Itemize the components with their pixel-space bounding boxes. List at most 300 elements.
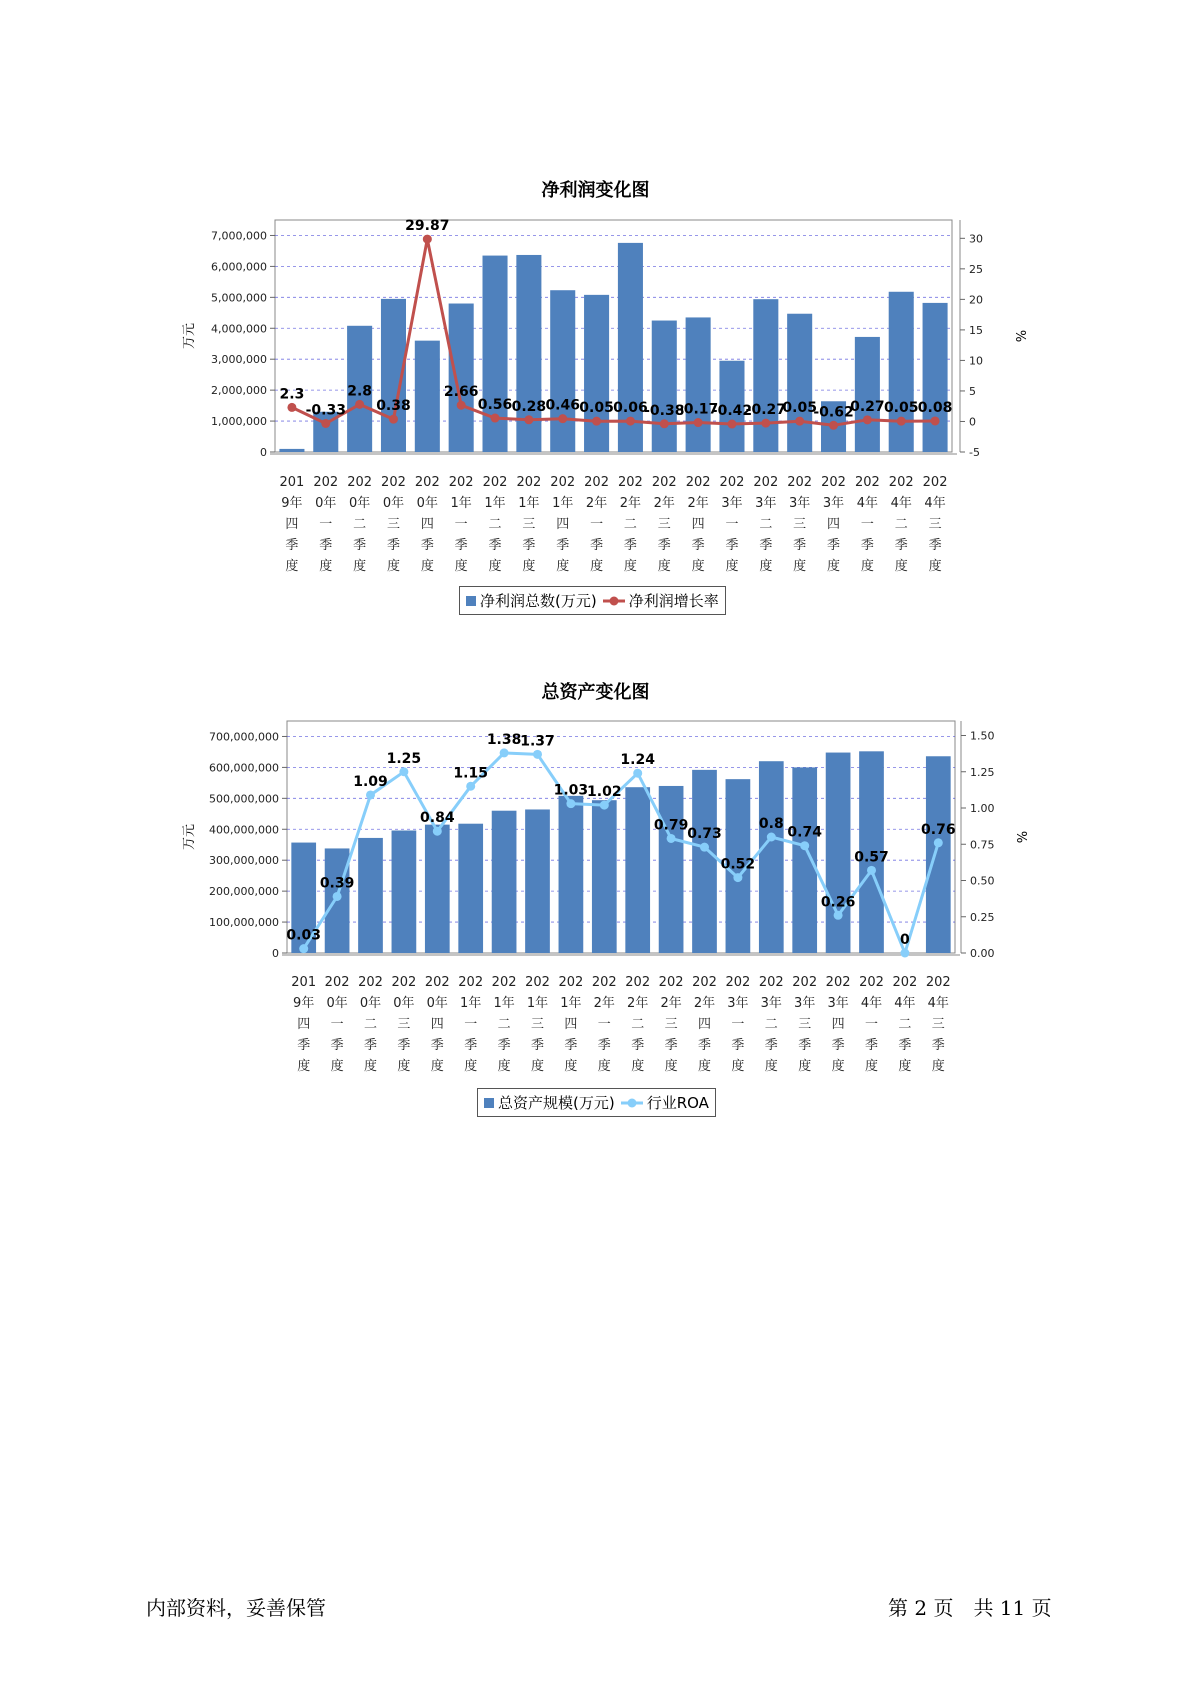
x-tick-label: 度 xyxy=(928,559,942,574)
x-tick-label: 一 xyxy=(860,517,874,532)
x-tick-label: 9年 xyxy=(281,496,303,511)
legend-item-bar xyxy=(484,1092,615,1113)
line-point xyxy=(867,866,876,875)
x-tick-label: 0年 xyxy=(315,496,337,511)
x-tick-label: 三 xyxy=(657,517,671,532)
data-label: 1.38 xyxy=(486,731,522,748)
legend-swatch-line xyxy=(621,1097,643,1109)
x-tick-label: 202 xyxy=(458,975,484,990)
data-label: -0.62 xyxy=(813,404,854,421)
x-tick-label: 度 xyxy=(798,1059,812,1074)
y-tick-label-left: 200,000,000 xyxy=(209,885,279,899)
data-label: -0.17 xyxy=(677,401,719,418)
x-tick-label: 四 xyxy=(827,517,841,532)
y-tick-label-right: 0 xyxy=(969,415,976,429)
x-tick-label: 季 xyxy=(386,538,400,553)
x-tick-label: 季 xyxy=(488,538,502,553)
x-tick-label: 202 xyxy=(854,475,880,490)
x-tick-label: 1年 xyxy=(460,996,482,1011)
y-tick-label-left: 0 xyxy=(260,446,267,459)
data-label: 0.76 xyxy=(921,821,956,838)
data-label: 1.03 xyxy=(553,782,589,799)
x-tick-label: 度 xyxy=(657,559,671,574)
data-label: 0.52 xyxy=(720,856,756,873)
x-tick-label: 202 xyxy=(719,475,745,490)
x-tick-label: 2年 xyxy=(660,996,682,1011)
x-tick-label: 202 xyxy=(347,475,373,490)
y-tick-label-right: 10 xyxy=(969,354,983,368)
x-tick-label: 四 xyxy=(430,1017,444,1032)
y-tick-label-left: 7,000,000 xyxy=(211,229,267,243)
line-point xyxy=(299,944,308,953)
y-tick-label-left: 6,000,000 xyxy=(211,260,267,274)
x-tick-label: 度 xyxy=(386,559,400,574)
y-tick-label-right: 20 xyxy=(969,293,983,307)
x-tick-label: 四 xyxy=(697,1017,712,1032)
line-point xyxy=(566,799,575,808)
x-tick-label: 季 xyxy=(319,538,333,553)
x-tick-label: 三 xyxy=(664,1017,678,1032)
x-tick-label: 201 xyxy=(291,975,317,990)
bar xyxy=(458,824,483,953)
data-label: 0.05 xyxy=(782,400,817,417)
x-tick-label: 季 xyxy=(530,1038,545,1053)
x-tick-label: 1年 xyxy=(518,496,540,511)
data-label: 0.79 xyxy=(653,817,689,834)
line-point xyxy=(800,841,809,850)
x-tick-label: 202 xyxy=(324,975,350,990)
x-tick-label: 三 xyxy=(928,517,942,532)
x-tick-label: 度 xyxy=(731,1059,745,1074)
x-tick-label: 202 xyxy=(618,475,643,490)
x-tick-label: 3年 xyxy=(827,996,849,1011)
data-label: 1.24 xyxy=(620,752,655,769)
x-tick-label: 季 xyxy=(285,538,299,553)
x-tick-label: 季 xyxy=(430,1038,444,1053)
line-point xyxy=(834,911,843,920)
x-tick-label: 三 xyxy=(798,1017,812,1032)
x-tick-label: 4年 xyxy=(860,996,883,1011)
x-tick-label: 202 xyxy=(591,975,617,990)
x-tick-label: 季 xyxy=(759,538,773,553)
x-tick-label: 2年 xyxy=(593,996,615,1011)
x-tick-label: 202 xyxy=(516,475,542,490)
x-tick-label: 二 xyxy=(631,1017,645,1032)
x-tick-label: 2年 xyxy=(693,996,716,1011)
x-tick-label: 度 xyxy=(363,1059,378,1074)
data-label: 0.05 xyxy=(579,400,614,417)
x-tick-label: 3年 xyxy=(755,496,777,511)
y-tick-label-left: 5,000,000 xyxy=(211,291,267,305)
data-label: 0.08 xyxy=(917,399,953,416)
x-tick-label: 度 xyxy=(330,1059,344,1074)
chart-title: 净利润变化图 xyxy=(541,180,650,201)
x-tick-label: 0年 xyxy=(348,496,371,511)
x-tick-label: 度 xyxy=(864,1059,879,1074)
y-tick-label-left: 1,000,000 xyxy=(211,415,267,429)
x-tick-label: 一 xyxy=(590,517,604,532)
legend-label-bar: 净利润总数(万元) xyxy=(480,592,597,610)
x-tick-label: 0年 xyxy=(393,996,415,1011)
bar xyxy=(525,809,550,953)
x-tick-label: 度 xyxy=(894,559,908,574)
legend-label-line: 净利润增长率 xyxy=(628,592,719,610)
y-tick-label-right: -5 xyxy=(969,446,980,459)
line-point xyxy=(900,949,909,958)
x-tick-label: 季 xyxy=(664,1038,678,1053)
bar xyxy=(792,767,817,953)
bar xyxy=(625,787,650,953)
y-tick-label-right: 1.50 xyxy=(970,729,995,743)
legend-item-line xyxy=(621,1092,709,1113)
x-tick-label: 1年 xyxy=(526,996,549,1011)
data-label: 2.8 xyxy=(347,383,373,400)
x-tick-label: 度 xyxy=(464,1059,478,1074)
y-tick-label-left: 2,000,000 xyxy=(211,384,267,398)
x-tick-label: 3年 xyxy=(760,996,782,1011)
x-tick-label: 季 xyxy=(590,538,604,553)
x-tick-label: 度 xyxy=(430,1059,444,1074)
x-tick-label: 202 xyxy=(491,975,517,990)
data-label: -0.33 xyxy=(305,402,346,419)
x-tick-label: 四 xyxy=(420,517,434,532)
x-tick-label: 0年 xyxy=(382,496,405,511)
x-tick-label: 度 xyxy=(898,1059,912,1074)
x-tick-label: 202 xyxy=(558,975,584,990)
x-tick-label: 202 xyxy=(625,975,651,990)
x-tick-label: 三 xyxy=(931,1017,945,1032)
line-point xyxy=(700,843,709,852)
data-label: 1.37 xyxy=(520,733,555,750)
y-tick-label-right: 0.50 xyxy=(970,874,995,888)
line-point xyxy=(433,827,442,836)
x-tick-label: 度 xyxy=(664,1059,678,1074)
x-tick-label: 季 xyxy=(864,1038,879,1053)
y-tick-label-right: 1.00 xyxy=(970,802,995,815)
x-tick-label: 度 xyxy=(522,559,536,574)
x-tick-label: 季 xyxy=(831,1038,845,1053)
bar xyxy=(659,786,684,953)
line-point xyxy=(733,873,742,882)
x-tick-label: 季 xyxy=(564,1038,578,1053)
x-tick-label: 季 xyxy=(597,1038,611,1053)
x-tick-label: 二 xyxy=(363,1017,378,1032)
bar xyxy=(425,825,450,953)
x-tick-label: 2年 xyxy=(619,496,642,511)
x-tick-label: 一 xyxy=(319,517,333,532)
x-tick-label: 202 xyxy=(859,975,884,990)
x-tick-label: 季 xyxy=(827,538,841,553)
x-tick-label: 202 xyxy=(381,475,406,490)
bar xyxy=(559,796,584,953)
x-tick-label: 季 xyxy=(894,538,908,553)
y-tick-label-left: 300,000,000 xyxy=(209,854,279,868)
x-tick-label: 4年 xyxy=(890,496,912,511)
x-tick-label: 202 xyxy=(925,975,951,990)
y-axis-title-right: % xyxy=(1013,830,1028,844)
x-tick-label: 一 xyxy=(330,1017,344,1032)
x-tick-label: 2年 xyxy=(585,496,608,511)
x-tick-label: 季 xyxy=(898,1038,912,1053)
x-tick-label: 季 xyxy=(353,538,367,553)
x-tick-label: 季 xyxy=(725,538,739,553)
footer-right: 第 2 页 共 11 页 xyxy=(888,1596,1052,1620)
data-label: 0 xyxy=(900,932,910,948)
x-tick-label: 3年 xyxy=(727,996,749,1011)
x-tick-label: 季 xyxy=(330,1038,344,1053)
x-tick-label: 202 xyxy=(391,975,417,990)
bar xyxy=(926,756,951,953)
x-tick-label: 季 xyxy=(297,1038,311,1053)
x-tick-label: 四 xyxy=(285,517,299,532)
x-tick-label: 2年 xyxy=(627,996,649,1011)
x-tick-label: 二 xyxy=(353,517,367,532)
legend-label-line: 行业ROA xyxy=(646,1094,709,1112)
x-tick-label: 季 xyxy=(397,1038,411,1053)
x-tick-label: 202 xyxy=(922,475,948,490)
x-tick-label: 四 xyxy=(297,1017,311,1032)
x-tick-label: 季 xyxy=(464,1038,478,1053)
x-tick-label: 季 xyxy=(657,538,671,553)
y-tick-label-right: 0.75 xyxy=(970,838,995,852)
data-label: 0.03 xyxy=(286,927,321,944)
x-tick-label: 202 xyxy=(414,475,440,490)
x-tick-label: 度 xyxy=(623,559,637,574)
data-label: 0.56 xyxy=(477,397,513,414)
x-tick-label: 1年 xyxy=(493,996,515,1011)
y-axis-title-right: % xyxy=(1012,329,1027,343)
data-label: 0.26 xyxy=(820,894,856,911)
x-tick-label: 202 xyxy=(424,975,450,990)
x-tick-label: 1年 xyxy=(484,496,506,511)
bar xyxy=(759,761,784,953)
data-label: 0.28 xyxy=(511,398,547,415)
y-tick-label-right: 1.25 xyxy=(970,765,995,779)
data-label: 0.84 xyxy=(420,810,455,827)
x-tick-label: 度 xyxy=(631,1059,645,1074)
bar xyxy=(826,753,851,953)
x-tick-label: 202 xyxy=(758,975,784,990)
x-tick-label: 1年 xyxy=(450,496,472,511)
x-tick-label: 季 xyxy=(731,1038,745,1053)
data-label: 2.66 xyxy=(443,384,479,401)
y-tick-label-right: 0.00 xyxy=(970,947,995,960)
x-tick-label: 度 xyxy=(691,559,705,574)
chart-title: 总资产变化图 xyxy=(541,682,650,703)
x-tick-label: 202 xyxy=(550,475,576,490)
x-tick-label: 季 xyxy=(631,1038,645,1053)
line-point xyxy=(466,782,475,791)
bar xyxy=(392,831,417,953)
x-tick-label: 度 xyxy=(931,1059,945,1074)
y-tick-label-right: 15 xyxy=(969,323,983,337)
line-point xyxy=(633,769,642,778)
x-tick-label: 三 xyxy=(530,1017,545,1032)
x-tick-label: 季 xyxy=(522,538,536,553)
x-tick-label: 季 xyxy=(623,538,637,553)
x-tick-label: 季 xyxy=(931,1038,945,1053)
x-tick-label: 202 xyxy=(725,975,751,990)
x-tick-label: 3年 xyxy=(822,496,845,511)
x-tick-label: 度 xyxy=(860,559,874,574)
x-tick-label: 202 xyxy=(658,975,684,990)
x-tick-label: 度 xyxy=(353,559,367,574)
data-label: 0.38 xyxy=(376,398,411,415)
x-tick-label: 3年 xyxy=(794,996,816,1011)
bar xyxy=(592,800,617,953)
x-tick-label: 202 xyxy=(821,475,846,490)
footer-left: 内部资料，妥善保管 xyxy=(146,1596,326,1620)
x-tick-label: 1年 xyxy=(560,996,582,1011)
x-tick-label: 四 xyxy=(831,1017,845,1032)
x-tick-label: 0年 xyxy=(426,996,448,1011)
line-point xyxy=(366,790,375,799)
x-tick-label: 四 xyxy=(564,1017,578,1032)
x-tick-label: 0年 xyxy=(359,996,382,1011)
x-tick-label: 季 xyxy=(420,538,434,553)
data-label: 0.73 xyxy=(687,826,722,843)
x-tick-label: 度 xyxy=(556,559,570,574)
x-tick-label: 度 xyxy=(454,559,468,574)
chart-legend xyxy=(477,1088,716,1117)
bar xyxy=(692,770,717,953)
x-tick-label: 季 xyxy=(497,1038,511,1053)
legend-label-bar: 总资产规模(万元) xyxy=(498,1094,615,1112)
x-tick-label: 度 xyxy=(497,1059,511,1074)
data-label: 0.8 xyxy=(758,816,784,832)
x-tick-label: 季 xyxy=(798,1038,812,1053)
x-tick-label: 202 xyxy=(525,975,550,990)
x-tick-label: 季 xyxy=(928,538,942,553)
data-label: -0.27 xyxy=(745,402,787,419)
y-axis-title-left: 万元 xyxy=(182,823,197,851)
x-tick-label: 一 xyxy=(731,1017,745,1032)
x-tick-label: 202 xyxy=(358,975,383,990)
x-tick-label: 一 xyxy=(454,517,468,532)
y-tick-label-left: 100,000,000 xyxy=(209,916,279,930)
y-tick-label-right: 5 xyxy=(969,384,976,398)
x-tick-label: 一 xyxy=(864,1017,879,1032)
line-point xyxy=(333,892,342,901)
legend-swatch-bar xyxy=(484,1098,494,1108)
x-tick-label: 度 xyxy=(827,559,841,574)
data-label: 0.74 xyxy=(787,824,822,841)
data-label: 1.25 xyxy=(386,750,422,767)
x-tick-label: 202 xyxy=(692,975,717,990)
x-tick-label: 4年 xyxy=(894,996,916,1011)
x-tick-label: 度 xyxy=(530,1059,545,1074)
x-tick-label: 3年 xyxy=(789,496,811,511)
data-label: 29.87 xyxy=(405,218,450,235)
x-tick-label: 度 xyxy=(597,1059,611,1074)
x-tick-label: 度 xyxy=(764,1059,778,1074)
x-tick-label: 二 xyxy=(898,1017,912,1032)
x-tick-label: 度 xyxy=(793,559,807,574)
x-tick-label: 4年 xyxy=(924,496,946,511)
y-tick-label-left: 4,000,000 xyxy=(211,322,267,336)
x-tick-label: 202 xyxy=(584,475,609,490)
line-point xyxy=(533,750,542,759)
x-tick-label: 二 xyxy=(764,1017,778,1032)
bar xyxy=(358,838,383,953)
x-tick-label: 季 xyxy=(697,1038,712,1053)
x-tick-label: 4年 xyxy=(927,996,949,1011)
line-point xyxy=(667,834,676,843)
x-tick-label: 度 xyxy=(759,559,773,574)
y-tick-label-left: 400,000,000 xyxy=(209,823,279,837)
data-label: 0.39 xyxy=(319,875,355,892)
x-tick-label: 一 xyxy=(464,1017,478,1032)
x-tick-label: 三 xyxy=(386,517,400,532)
x-tick-label: 一 xyxy=(725,517,739,532)
bar xyxy=(492,811,517,953)
x-tick-label: 四 xyxy=(556,517,570,532)
x-tick-label: 度 xyxy=(297,1059,311,1074)
data-label: 1.09 xyxy=(353,773,388,790)
x-tick-label: 202 xyxy=(792,975,818,990)
x-tick-label: 度 xyxy=(725,559,739,574)
y-axis-title-left: 万元 xyxy=(182,322,197,350)
x-tick-label: 季 xyxy=(793,538,807,553)
y-tick-label-left: 0 xyxy=(272,947,279,960)
data-label: -0.42 xyxy=(711,403,753,420)
x-tick-label: 度 xyxy=(420,559,434,574)
data-label: 1.02 xyxy=(587,784,622,801)
x-tick-label: 202 xyxy=(448,475,474,490)
x-tick-label: 一 xyxy=(597,1017,611,1032)
x-tick-label: 二 xyxy=(759,517,773,532)
x-tick-label: 二 xyxy=(623,517,637,532)
data-label: 0.06 xyxy=(613,400,648,417)
line-point xyxy=(500,748,509,757)
data-label: 1.15 xyxy=(453,765,488,782)
data-label: 0.46 xyxy=(545,397,580,414)
x-tick-label: 季 xyxy=(764,1038,778,1053)
x-tick-label: 度 xyxy=(590,559,604,574)
x-tick-label: 季 xyxy=(556,538,570,553)
x-tick-label: 度 xyxy=(697,1059,712,1074)
x-tick-label: 度 xyxy=(285,559,299,574)
y-tick-label-left: 3,000,000 xyxy=(211,353,267,367)
line-point xyxy=(934,838,943,847)
x-tick-label: 季 xyxy=(860,538,874,553)
x-tick-label: 2年 xyxy=(687,496,709,511)
x-tick-label: 202 xyxy=(651,475,677,490)
x-tick-label: 三 xyxy=(397,1017,411,1032)
x-tick-label: 度 xyxy=(319,559,333,574)
x-tick-label: 0年 xyxy=(416,496,438,511)
x-tick-label: 三 xyxy=(522,517,536,532)
y-tick-label-left: 700,000,000 xyxy=(209,730,279,744)
line-point xyxy=(767,833,776,842)
x-tick-label: 二 xyxy=(497,1017,511,1032)
x-tick-label: 202 xyxy=(892,975,918,990)
y-tick-label-right: 25 xyxy=(969,262,983,276)
y-tick-label-right: 30 xyxy=(969,232,983,246)
x-tick-label: 三 xyxy=(793,517,807,532)
x-tick-label: 202 xyxy=(787,475,813,490)
data-label: 0.27 xyxy=(850,398,885,415)
x-tick-label: 202 xyxy=(888,475,914,490)
data-label: 0.05 xyxy=(883,400,919,417)
x-tick-label: 201 xyxy=(279,475,305,490)
x-tick-label: 4年 xyxy=(856,496,879,511)
y-tick-label-left: 600,000,000 xyxy=(209,761,279,775)
x-tick-label: 季 xyxy=(454,538,468,553)
x-tick-label: 202 xyxy=(825,975,851,990)
line-point xyxy=(399,767,408,776)
x-tick-label: 2年 xyxy=(653,496,675,511)
